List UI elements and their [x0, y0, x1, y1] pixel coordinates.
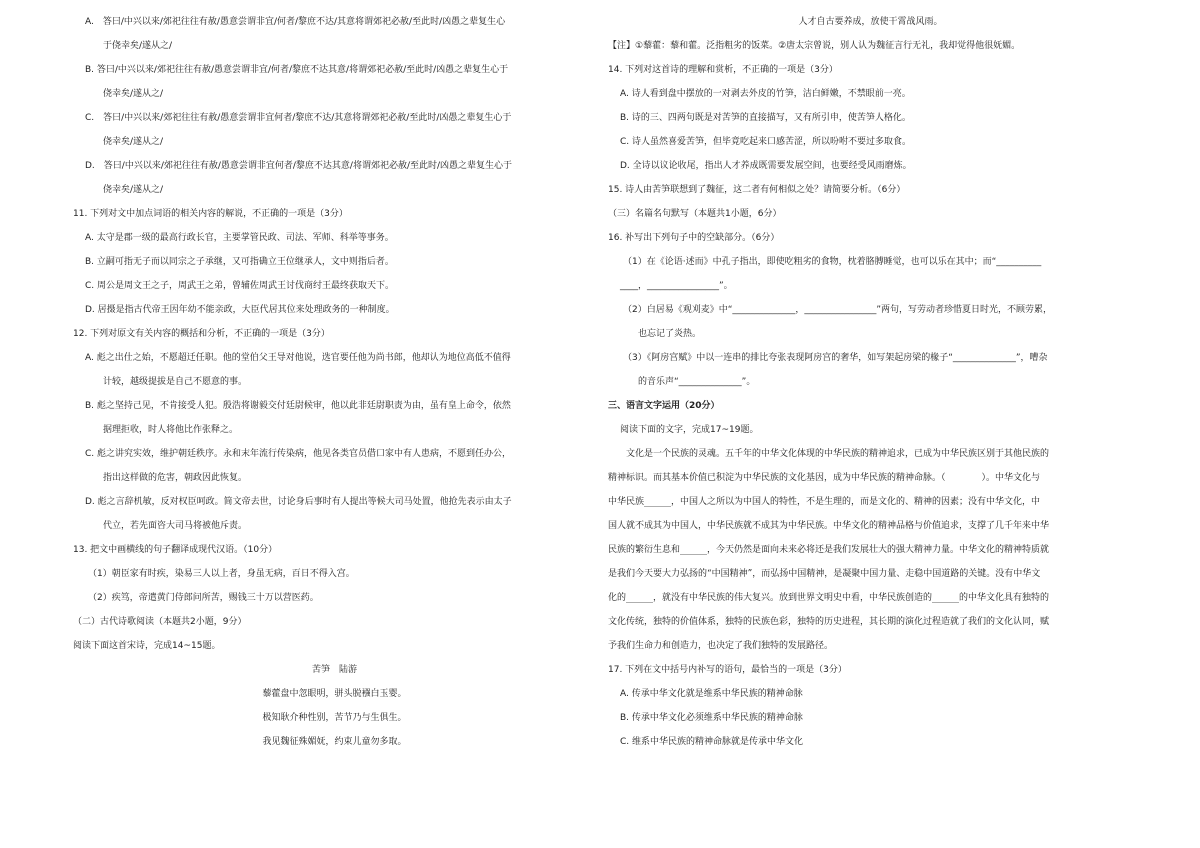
q11-option-d: D. 居摄是指古代帝王因年幼不能亲政，大臣代居其位来处理政务的一种制度。 — [85, 305, 395, 315]
passage-line: 文化是一个民族的灵魂。五千年的中华文化体现的中华民族的精神追求，已成为中华民族区别于其他民族的 — [608, 449, 1050, 459]
passage-line: 文化传统，独特的价值体系，独特的民族色彩，独特的历史进程，其长期的演化过程造就了我们的文化认同，赋 — [608, 617, 1050, 627]
q17-stem: 17. 下列在文中括号内补写的语句，最恰当的一项是（3分） — [608, 665, 847, 675]
q12-option-a-line2: 计较，越级提拔是自己不愿意的事。 — [103, 377, 248, 387]
q16-item-3-line2: 的音乐声“______________”。 — [638, 377, 756, 387]
passage-line: 是我们今天要大力弘扬的“中国精神”，而弘扬中国精神，是凝聚中国力量、走稳中国道路的关键。没有中华文 — [608, 569, 1041, 579]
poem-line-4: 人才自古要养成，放使干霄战风雨。 — [798, 17, 943, 27]
right-column — [608, 0, 1133, 754]
passage-line: 民族的繁衍生息和______，今天仍然是面向未来必将还是我们发展壮大的强大精神力量。中华文化的精神特质就 — [608, 545, 1050, 555]
q10-option-a-line2: 于侥幸矣/遂从之/ — [103, 41, 173, 51]
q14-option-a: A. 诗人看到盘中摆放的一对剥去外皮的竹笋，洁白鲜嫩，不禁眼前一亮。 — [620, 89, 911, 99]
q16-stem: 16. 补写出下列句子中的空缺部分。（6分） — [608, 233, 780, 243]
q16-item-2-line2: 也忘记了炎热。 — [638, 329, 702, 339]
passage-line: 予我们生命力和创造力，也决定了我们独特的发展路径。 — [608, 641, 834, 651]
passage-line: 中华民族______，中国人之所以为中国人的特性，不是生理的，而是文化的、精神的因素；没有中华文化，中 — [608, 497, 1041, 507]
section-recitation-heading: （三）名篇名句默写（本题共1小题，6分） — [608, 209, 782, 219]
section-poetry-heading: （二）古代诗歌阅读（本题共2小题，9分） — [73, 617, 247, 627]
q12-option-b-line1: B. 彪之坚持己见，不肯接受人犯。殷浩将谢毅交付廷尉候审，他以此非廷尉职责为由，虽有皇上命令，依然 — [85, 401, 511, 411]
q14-option-b: B. 诗的三、四两句既是对苦笋的直接描写，又有所引申，使苦笋人格化。 — [620, 113, 911, 123]
q15-stem: 15. 诗人由苦笋联想到了魏征，这二者有何相似之处？请简要分析。（6分） — [608, 185, 906, 195]
passage-line: 精神标识。而其基本价值已积淀为中华民族的文化基因，成为中华民族的精神命脉。（ ）。中华文化与 — [608, 473, 1041, 483]
passage-line: 化的______，就没有中华民族的伟大复兴。放到世界文明史中看，中华民族创造的______的中华文化具有独特的 — [608, 593, 1050, 603]
poem-intro: 阅读下面这首宋诗，完成14~15题。 — [73, 641, 221, 651]
reading-passage — [608, 442, 1133, 658]
reading-intro: 阅读下面的文字，完成17~19题。 — [620, 425, 759, 435]
q12-option-c-line2: 指出这样做的危害，朝政因此恢复。 — [103, 473, 248, 483]
q16-item-1-line1: （1）在《论语·述而》中孔子指出，即使吃粗劣的食物，枕着胳膊睡觉，也可以乐在其中；而“__________ — [623, 257, 1042, 267]
question-11 — [73, 202, 596, 322]
q12-option-d-line1: D. 彪之言辞机敏，反对权臣呵政。简文帝去世，讨论身后事时有人提出等候大司马处置，他抢先表示由太子 — [85, 497, 512, 507]
q10-option-d-line2: 侥幸矣/遂从之/ — [103, 185, 164, 195]
poem-note: 【注】①藜藿：藜和藿。泛指粗劣的饭菜。②唐太宗曾说，别人认为魏征言行无礼，我却觉得他很妩媚。 — [608, 41, 1021, 51]
question-12 — [73, 322, 596, 538]
q10-option-b-line1: B. 答曰/中兴以来/郊祀往往有赦/愚意尝谓非宜/何者/黎庶不达其意/将谓郊祀必赦/至此时/凶愚之辈复生心于 — [85, 65, 509, 75]
question-14 — [608, 58, 1133, 178]
q10-option-c-line1: C. 答曰/中兴以来/郊祀往往有赦/愚意尝谓非宜何者/黎庶不达/其意将谓郊祀必赦/至此时/凶愚之辈复生心于 — [85, 113, 512, 123]
q12-option-c-line1: C. 彪之讲究实效，维护朝廷秩序。永和末年流行传染病，他见各类官员借口家中有人患病，不愿到任办公， — [85, 449, 512, 459]
q17-option-b: B. 传承中华文化必须维系中华民族的精神命脉 — [620, 713, 803, 723]
q13-item-1: （1）朝臣家有时疾，染易三人以上者，身虽无病，百日不得入宫。 — [88, 569, 355, 579]
q14-option-d: D. 全诗以议论收尾，指出人才养成既需要发展空间，也要经受风雨磨炼。 — [620, 161, 912, 171]
q12-stem: 12. 下列对原文有关内容的概括和分析，不正确的一项是（3分） — [73, 329, 330, 339]
q16-item-3-line1: （3）《阿房宫赋》中以一连串的排比夸张表现阿房宫的奢华，如写架起房梁的椽子“______________”，嘈杂 — [623, 353, 1048, 363]
q11-option-c: C. 周公是周文王之子，周武王之弟，曾辅佐周武王讨伐商纣王最终获取天下。 — [85, 281, 395, 291]
section-language-heading: 三、语言文字运用（20分） — [608, 401, 720, 411]
poem-line-3: 我见魏征殊媚妩，约束儿童勿多取。 — [262, 737, 407, 747]
q10-option-b-line2: 侥幸矣/遂从之/ — [103, 89, 164, 99]
poem-line-1: 藜藿盘中忽眼明，骈头脱襁白玉婴。 — [262, 689, 407, 699]
q17-option-a: A. 传承中华文化就是维系中华民族的精神命脉 — [620, 689, 803, 699]
poem-line-2: 极知耿介种性别，苦节乃与生俱生。 — [262, 713, 407, 723]
question-13 — [73, 538, 596, 610]
q11-option-a: A. 太守是郡一级的最高行政长官，主要掌管民政、司法、军师、科举等事务。 — [85, 233, 394, 243]
q12-option-a-line1: A. 彪之出仕之始，不愿超迁任职。他的堂伯父王导对他说，选官要任他为尚书郎，他却认为地位高低不值得 — [85, 353, 511, 363]
q10-option-d-line1: D. 答曰/中兴以来/郊祀往往有赦/愚意尝谓非宜何者/黎庶不达其意/将谓郊祀必赦/至此时/凶愚之辈复生心于 — [85, 161, 513, 171]
q11-option-b: B. 立嗣可指无子而以同宗之子承继，又可指确立王位继承人，文中则指后者。 — [85, 257, 394, 267]
left-column — [73, 0, 596, 754]
q12-option-b-line2: 据理拒收，时人将他比作张释之。 — [103, 425, 239, 435]
q10-option-c-line2: 侥幸矣/遂从之/ — [103, 137, 164, 147]
q17-option-c: C. 维系中华民族的精神命脉就是传承中华文化 — [620, 737, 804, 747]
q13-stem: 13. 把文中画横线的句子翻译成现代汉语。（10分） — [73, 545, 278, 555]
q12-option-d-line2: 代立，若先面咨大司马将被他斥责。 — [103, 521, 248, 531]
q14-stem: 14. 下列对这首诗的理解和赏析，不正确的一项是（3分） — [608, 65, 838, 75]
q10-option-a-line1: A. 答曰/中兴以来/郊祀往往有赦/愚意尝谓非宜/何者/黎庶不达/其意将谓郊祀必赦/至此时/凶愚之辈复生心 — [85, 17, 506, 27]
passage-line: 国人就不成其为中国人，中华民族就不成其为中华民族。中华文化的精神品格与价值追求，支撑了几千年来中华 — [608, 521, 1050, 531]
q14-option-c: C. 诗人虽然喜爱苦笋，但毕竟吃起来口感苦涩，所以吩咐不要过多取食。 — [620, 137, 912, 147]
q11-stem: 11. 下列对文中加点词语的相关内容的解说，不正确的一项是（3分） — [73, 209, 348, 219]
question-16 — [608, 226, 1133, 394]
question-17 — [608, 658, 1133, 754]
q16-item-1-line2: ____，________________”。 — [620, 281, 733, 291]
q13-item-2: （2）疾笃，帝遣黄门侍郎问所苦，赐钱三十万以营医药。 — [88, 593, 319, 603]
poem-title: 苦笋 陆游 — [311, 665, 357, 675]
q16-item-2-line1: （2）白居易《观刈麦》中“______________，________________”两句，写劳动者珍惜夏日时光，不顾劳累， — [623, 305, 1053, 315]
question-10-options — [73, 10, 596, 202]
